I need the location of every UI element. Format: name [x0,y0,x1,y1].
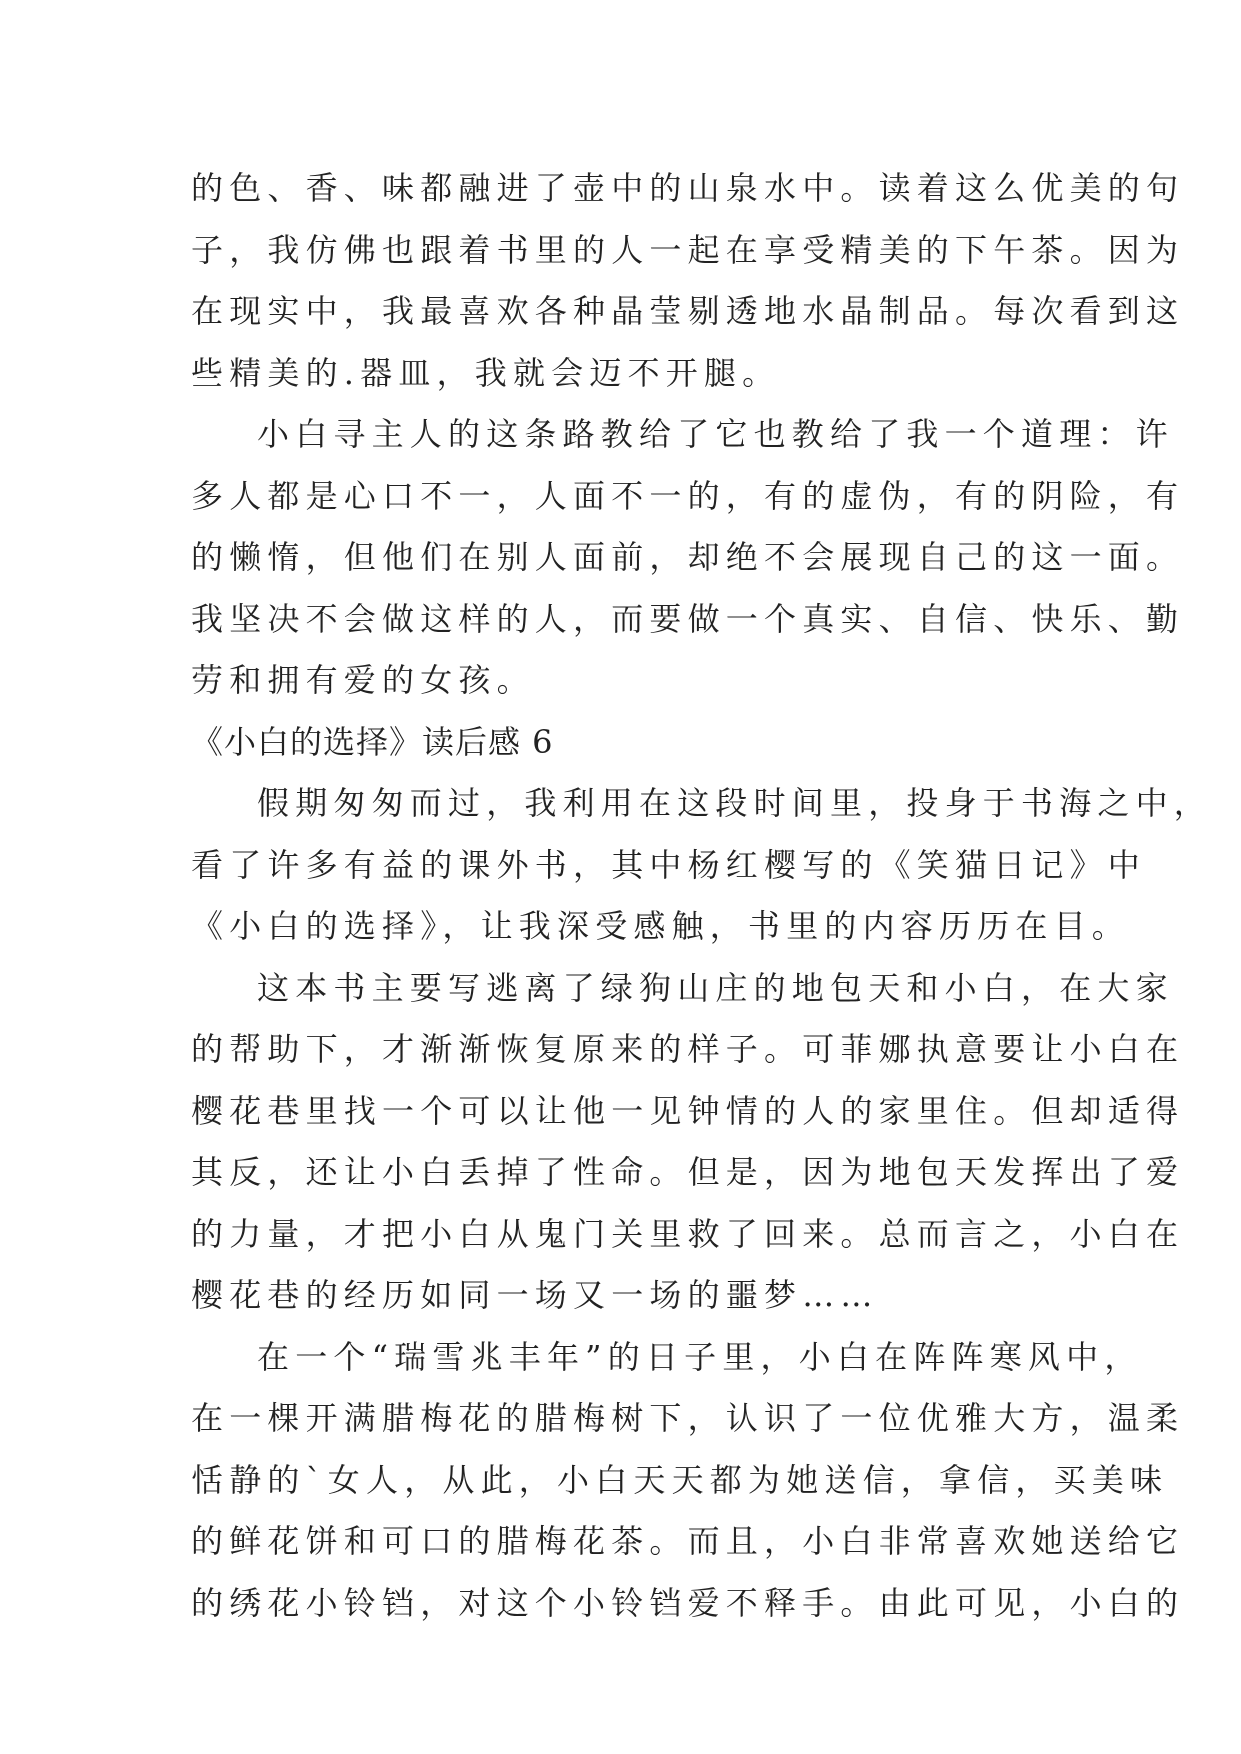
text-line: 的力量，才把小白从鬼门关里救了回来。总而言之，小白在 [191,1214,1185,1253]
text-line: 其反，还让小白丢掉了性命。但是，因为地包天发挥出了爱 [191,1153,1185,1191]
text-line: 小白寻主人的这条路教给了它也教给了我一个道理：许 [257,415,1174,453]
text-line: 的色、香、味都融进了壶中的山泉水中。读着这么优美的句 [191,169,1185,207]
text-line: 劳和拥有爱的女孩。 [191,661,535,699]
text-line: 在一个“瑞雪兆丰年”的日子里，小白在阵阵寒风中， [257,1337,1143,1376]
document-body [191,158,1213,1634]
text-line: 的懒惰，但他们在别人面前，却绝不会展现自己的这一面。 [191,538,1185,576]
text-line: 这本书主要写逃离了绿狗山庄的地包天和小白，在大家 [257,968,1174,1007]
text-line: 多人都是心口不一，人面不一的，有的虚伪，有的阴险，有 [191,476,1185,515]
text-line: 《小白的选择》，让我深受感触，书里的内容历历在目。 [191,907,1131,945]
text-line: 樱花巷的经历如同一场又一场的噩梦…… [191,1276,879,1314]
section-heading: 《小白的选择》读后感 6 [191,722,554,761]
text-line: 在现实中，我最喜欢各种晶莹剔透地水晶制品。每次看到这 [191,292,1185,330]
text-line: 我坚决不会做这样的人，而要做一个真实、自信、快乐、勤 [191,599,1185,638]
text-line: 子，我仿佛也跟着书里的人一起在享受精美的下午茶。因为 [191,230,1185,269]
text-line: 的绣花小铃铛，对这个小铃铛爱不释手。由此可见，小白的 [191,1583,1185,1622]
text-line: 假期匆匆而过，我利用在这段时间里，投身于书海之中， [257,784,1213,822]
text-line: 恬静的`女人，从此，小白天天都为她送信，拿信，买美味 [191,1460,1169,1499]
text-line: 的帮助下，才渐渐恢复原来的样子。可菲娜执意要让小白在 [191,1030,1185,1068]
text-line: 的鲜花饼和可口的腊梅花茶。而且，小白非常喜欢她送给它 [191,1522,1185,1560]
text-line: 些精美的.器皿，我就会迈不开腿。 [191,353,781,392]
text-line: 樱花巷里找一个可以让他一见钟情的人的家里住。但却适得 [191,1091,1185,1130]
text-line: 看了许多有益的课外书，其中杨红樱写的《笑猫日记》中 [191,845,1147,884]
text-line: 在一棵开满腊梅花的腊梅树下，认识了一位优雅大方，温柔 [191,1399,1185,1437]
